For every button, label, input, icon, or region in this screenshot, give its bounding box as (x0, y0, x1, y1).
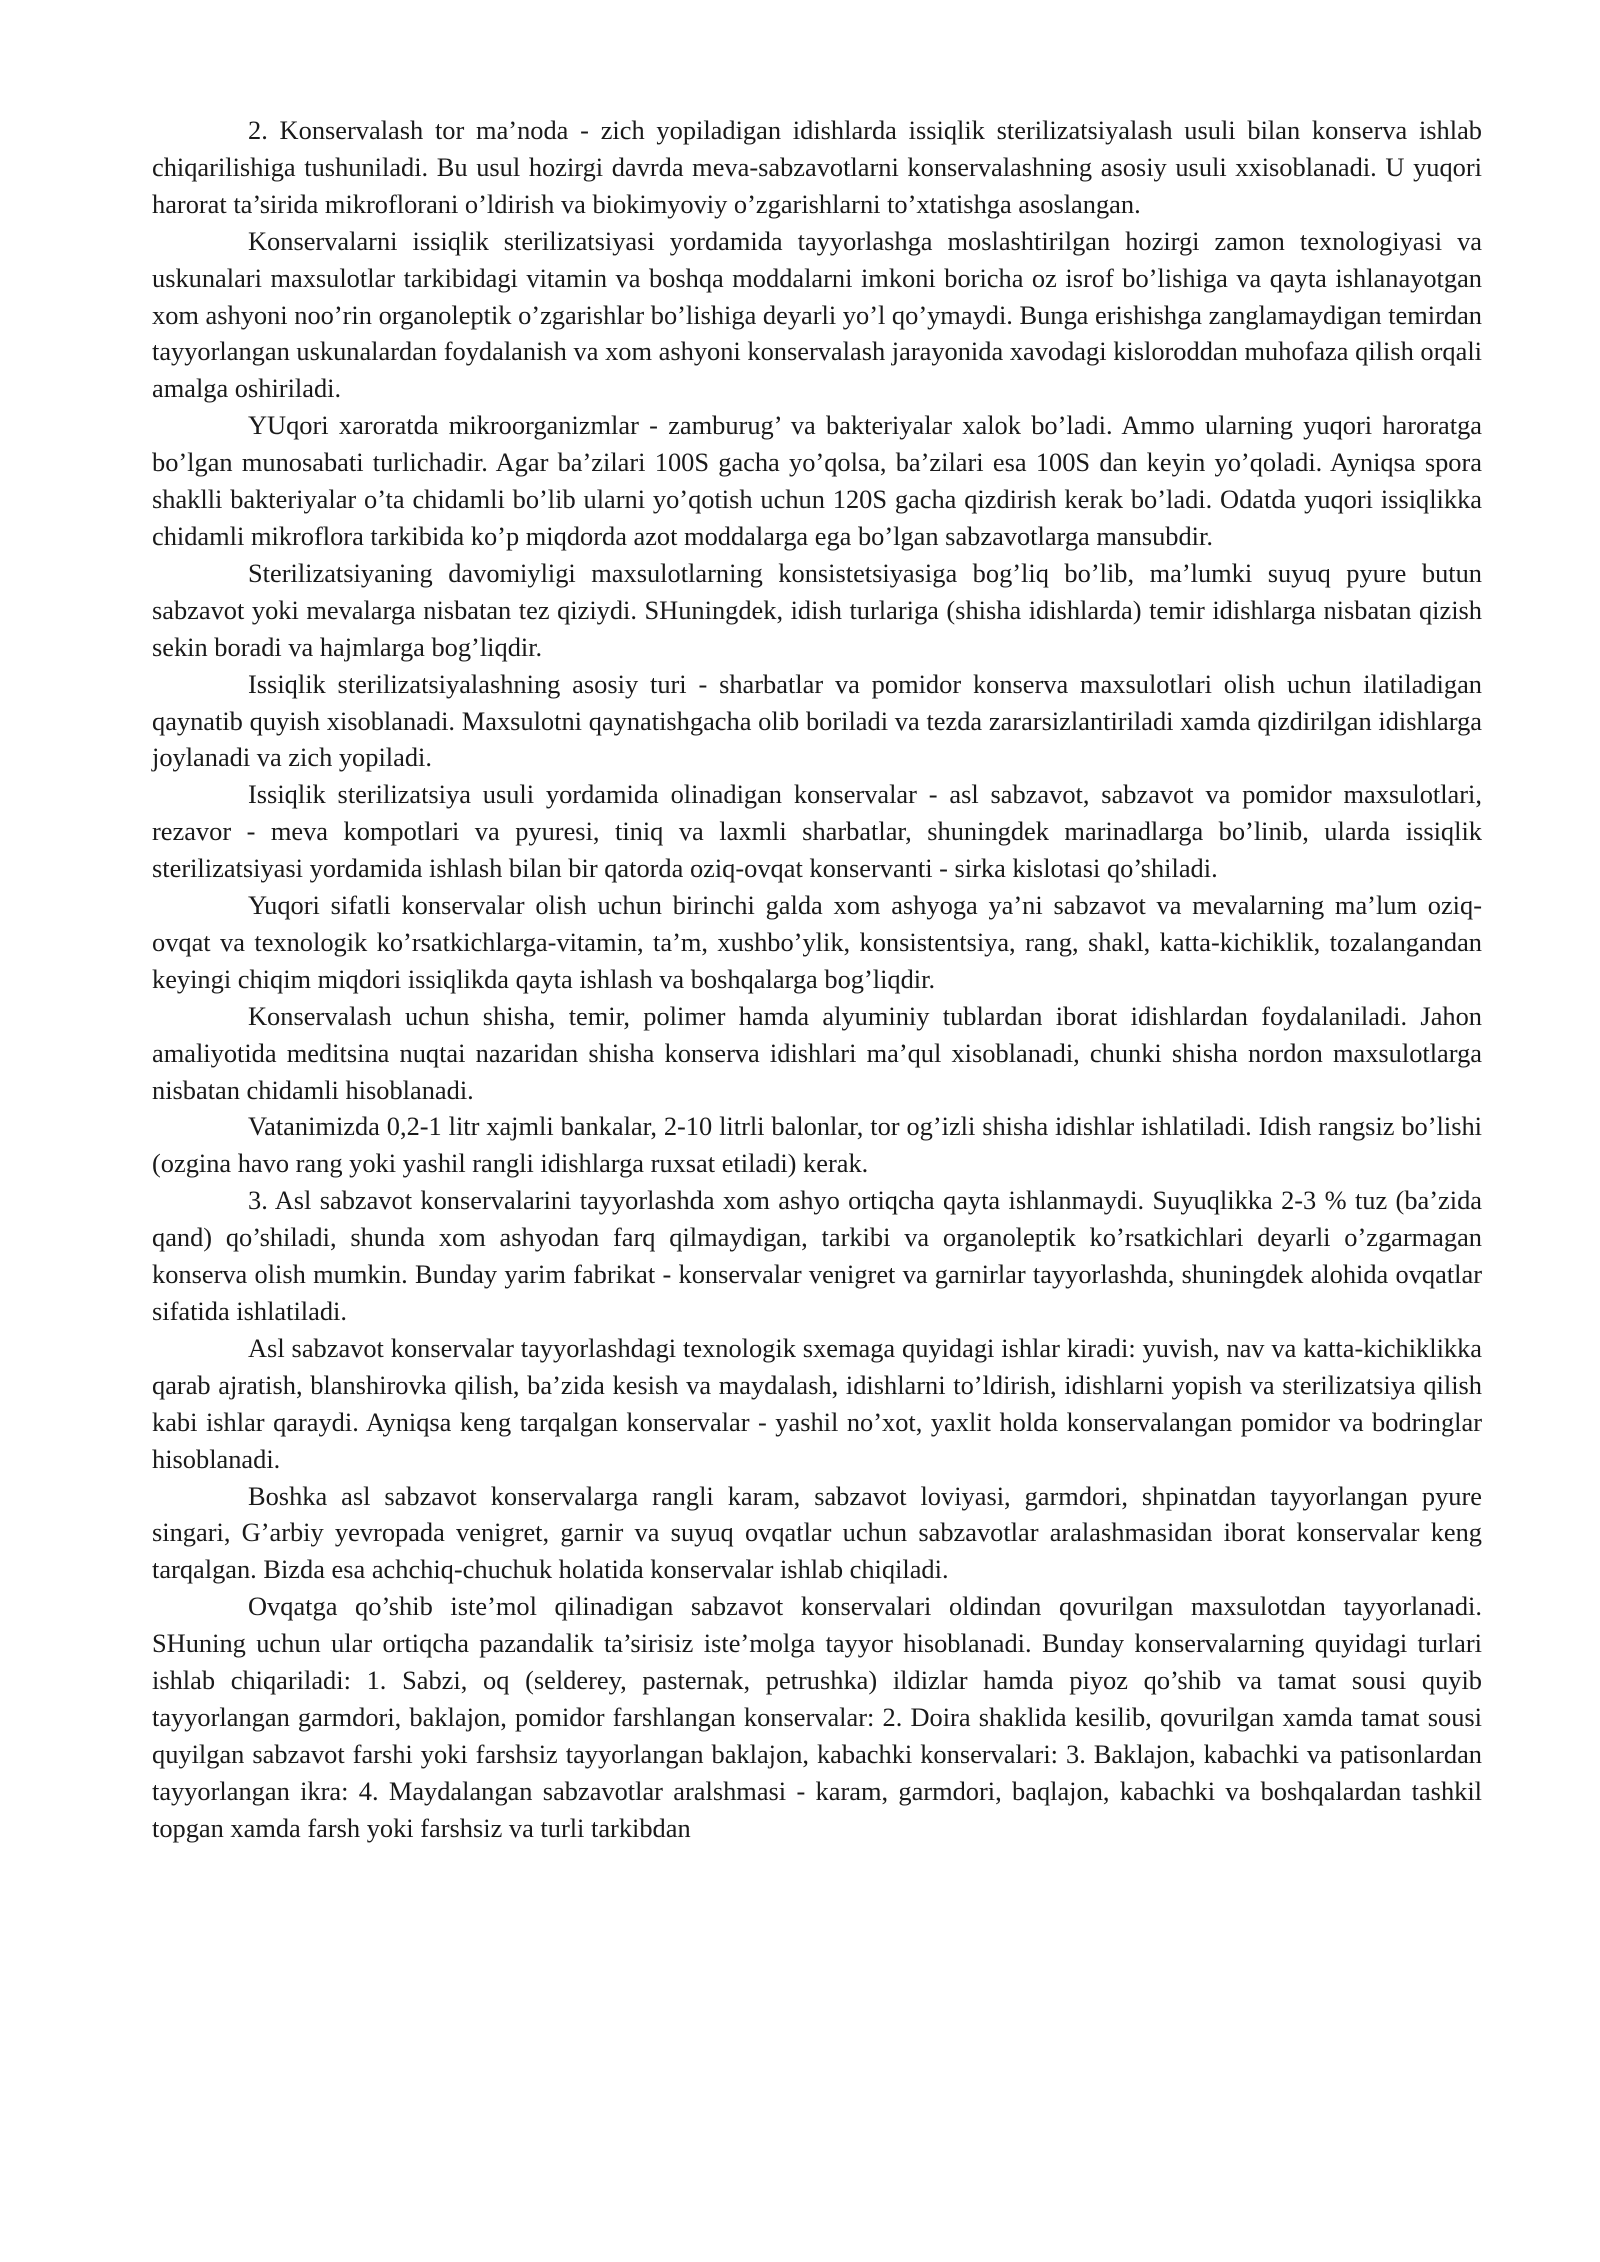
paragraph-4: Sterilizatsiyaning davomiyligi maxsulotlarning konsistetsiyasiga bog’liq bo’lib, ma’lumki suyuq pyure butun sabzavot yoki mevalarga nisbatan tez qiziydi. SHuningdek, idish turlariga (shisha idishlarda) temir idishlarga nisbatan qizish sekin boradi va hajmlarga bog’liqdir. (152, 557, 1482, 662)
paragraph-9: Vatanimizda 0,2-1 litr xajmli bankalar, 2-10 litrli balonlar, tor og’izli shisha idishlar ishlatiladi. Idish rangsiz bo’lishi (ozgina havo rang yoki yashil rangli idishlarga ruxsat etiladi) kerak. (152, 1111, 1482, 1179)
paragraph-8: Konservalash uchun shisha, temir, polimer hamda alyuminiy tublardan iborat idishlardan foydalaniladi. Jahon amaliyotida meditsina nuqtai nazaridan shisha konserva idishlari ma’qul xisoblanadi, chunki shisha nordon maxsulotlarga nisbatan chidamli hisoblanadi. (152, 1000, 1482, 1105)
paragraph-10: 3. Asl sabzavot konservalarini tayyorlashda xom ashyo ortiqcha qayta ishlanmaydi. Suyuqlikka 2-3 % tuz (ba’zida qand) qo’shiladi, shunda xom ashyodan farq qilmaydigan, tarkibi va organoleptik ko’rsatkichlari deyarli o’zgarmagan konserva olish mumkin. Bunday yarim fabrikat - konservalar venigret va garnirlar tayyorlashda, shuningdek alohida ovqatlar sifatida ishlatiladi. (152, 1185, 1482, 1326)
paragraph-7: Yuqori sifatli konservalar olish uchun birinchi galda xom ashyoga ya’ni sabzavot va mevalarning ma’lum oziq-ovqat va texnologik ko’rsatkichlarga-vitamin, ta’m, xushbo’ylik, konsistentsiya, rang, shakl, katta-kichiklik, tozalangandan keyingi chiqim miqdori issiqlikda qayta ishlash va boshqalarga bog’liqdir. (152, 890, 1482, 994)
paragraph-2: Konservalarni issiqlik sterilizatsiyasi yordamida tayyorlashga moslashtirilgan hozirgi zamon texnologiyasi va uskunalari maxsulotlar tarkibidagi vitamin va boshqa moddalarni imkoni boricha oz isrof bo’lishiga va qayta ishlanayotgan xom ashyoni noo’rin organoleptik o’zgarishlar bo’lishiga deyarli yo’l qo’ymaydi. Bunga erishishga zanglamaydigan temirdan tayyorlangan uskunalardan foydalanish va xom ashyoni konservalash jarayonida xavodagi kisloroddan muhofaza qilish orqali amalga oshiriladi. (152, 225, 1482, 404)
paragraph-11: Asl sabzavot konservalar tayyorlashdagi texnologik sxemaga quyidagi ishlar kiradi: yuvish, nav va katta-kichiklikka qarab ajratish, blanshirovka qilish, ba’zida kesish va maydalash, idishlarni to’ldirish, idishlarni yopish va sterilizatsiya qilish kabi ishlar qaraydi. Ayniqsa keng tarqalgan konservalar - yashil no’xot, yaxlit holda konservalangan pomidor va bodringlar hisoblanadi. (152, 1332, 1482, 1474)
paragraph-6: Issiqlik sterilizatsiya usuli yordamida olinadigan konservalar - asl sabzavot, sabzavot va pomidor maxsulotlari, rezavor - meva kompotlari va pyuresi, tiniq va laxmli sharbatlar, shuningdek marinadlarga bo’linib, ularda issiqlik sterilizatsiyasi yordamida ishlash bilan bir qatorda oziq-ovqat konservanti - sirka kislotasi qo’shiladi. (152, 779, 1482, 884)
paragraph-3: YUqori xaroratda mikroorganizmlar - zamburug’ va bakteriyalar xalok bo’ladi. Ammo ularning yuqori haroratga bo’lgan munosabati turlichadir. Agar ba’zilari 100S gacha yo’qolsa, ba’zilari esa 100S dan keyin yo’qoladi. Ayniqsa spora shaklli bakteriyalar o’ta chidamli bo’lib ularni yo’qotish uchun 120S gacha qizdirish kerak bo’ladi. Odatda yuqori issiqlikka chidamli mikroflora tarkibida ko’p miqdorda azot moddalarga ega bo’lgan sabzavotlarga mansubdir. (152, 410, 1482, 551)
paragraph-13: Ovqatga qo’shib iste’mol qilinadigan sabzavot konservalari oldindan qovurilgan maxsulotdan tayyorlanadi. SHuning uchun ular ortiqcha pazandalik ta’sirisiz iste’molga tayyor hisoblanadi. Bunday konservalarning quyidagi turlari ishlab chiqariladi: 1. Sabzi, oq (selderey, pasternak, petrushka) ildizlar hamda piyoz qo’shib va tamat sousi quyib tayyorlangan garmdori, baklajon, pomidor farshlangan konservalar: 2. Doira shaklida kesilib, qovurilgan xamda tamat sousi quyilgan sabzavot farshi yoki farshsiz tayyorlangan baklajon, kabachki konservalari: 3. Baklajon, kabachki va patisonlardan tayyorlangan ikra: 4. Maydalangan sabzavotlar aralshmasi - karam, garmdori, baqlajon, kabachki va boshqalardan tashkil topgan xamda farsh yoki farshsiz va turli tarkibdan (152, 1591, 1482, 1843)
paragraph-12: Boshka asl sabzavot konservalarga rangli karam, sabzavot loviyasi, garmdori, shpinatdan tayyorlangan pyure singari, G’arbiy yevropada venigret, garnir va suyuq ovqatlar uchun sabzavotlar aralashmasidan iborat konservalar keng tarqalgan. Bizda esa achchiq-chuchuk holatida konservalar ishlab chiqiladi. (152, 1480, 1482, 1585)
paragraph-1: 2. Konservalash tor ma’noda - zich yopiladigan idishlarda issiqlik sterilizatsiyalash usuli bilan konserva ishlab chiqarilishiga tushuniladi. Bu usul hozirgi davrda meva-sabzavotlarni konservalashning asosiy usuli xxisoblanadi. U yuqori harorat ta’sirida mikroflorani o’ldirish va biokimyoviy o’zgarishlarni to’xtatishga asoslangan. (152, 115, 1482, 219)
document-page (152, 112, 1482, 1847)
paragraph-5: Issiqlik sterilizatsiyalashning asosiy turi - sharbatlar va pomidor konserva maxsulotlari olish uchun ilatiladigan qaynatib quyish xisoblanadi. Maxsulotni qaynatishgacha olib boriladi va tezda zararsizlantiriladi xamda qizdirilgan idishlarga joylanadi va zich yopiladi. (152, 668, 1482, 773)
